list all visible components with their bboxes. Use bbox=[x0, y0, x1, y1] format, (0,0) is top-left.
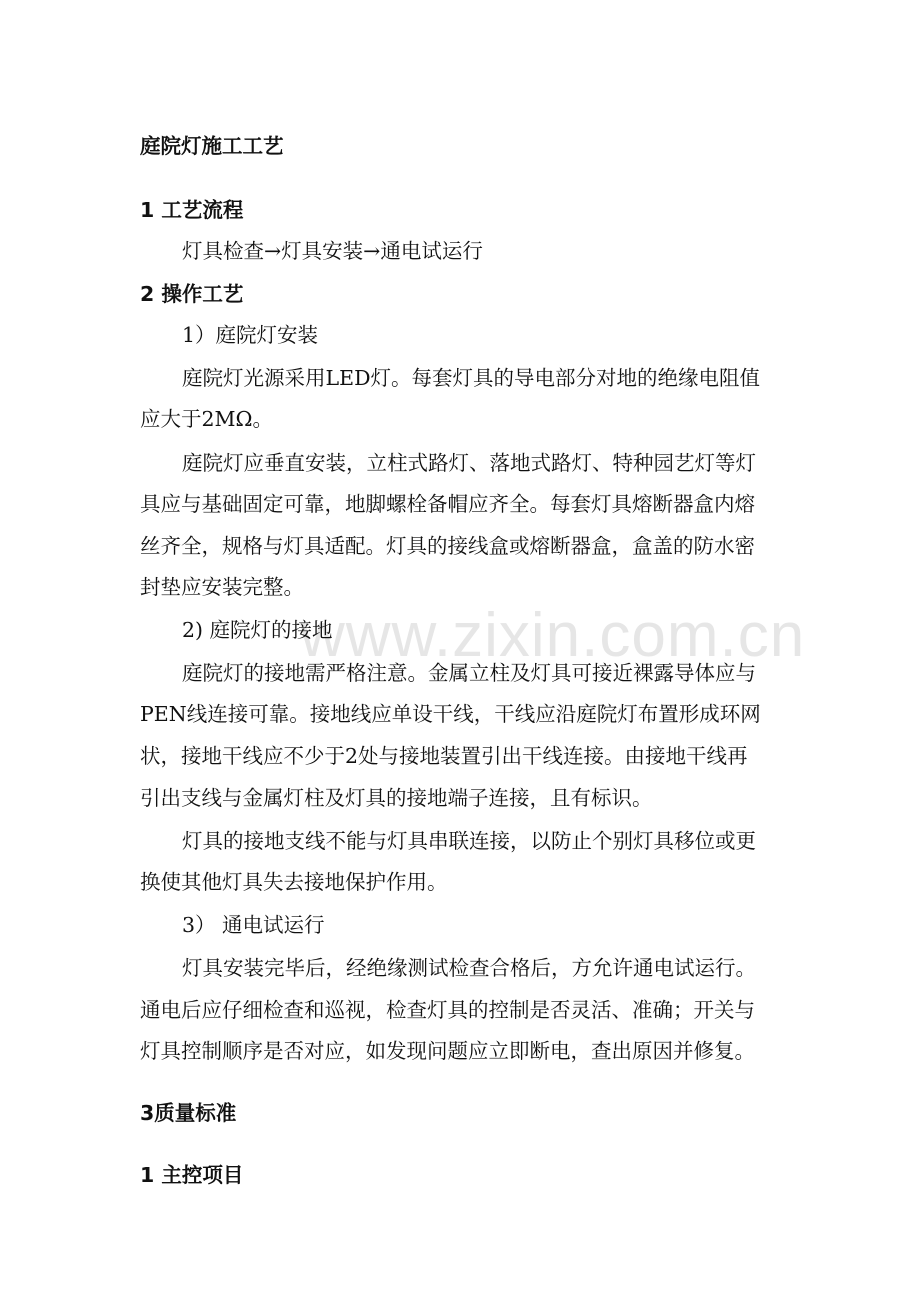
paragraph-line: 应大于2MΩ。 bbox=[140, 407, 274, 431]
paragraph-line: 状，接地干线应不少于2处与接地装置引出干线连接。由接地干线再 bbox=[140, 744, 748, 768]
paragraph-line: 灯具的接地支线不能与灯具串联连接，以防止个别灯具移位或更 bbox=[182, 829, 756, 853]
paragraph-line: 通电后应仔细检查和巡视，检查灯具的控制是否灵活、准确；开关与 bbox=[140, 998, 755, 1022]
section-2-heading: 2 操作工艺 bbox=[140, 282, 244, 306]
subsection-3-heading: 3） 通电试运行 bbox=[182, 913, 325, 937]
paragraph-line: 庭院灯应垂直安装，立柱式路灯、落地式路灯、特种园艺灯等灯 bbox=[182, 451, 756, 475]
section-1-heading: 1 工艺流程 bbox=[140, 198, 244, 222]
subsection-2-heading: 2) 庭院灯的接地 bbox=[182, 618, 333, 642]
process-flow-text: 灯具检查→灯具安装→通电试运行 bbox=[182, 239, 483, 263]
paragraph-line: 引出支线与金属灯柱及灯具的接地端子连接，且有标识。 bbox=[140, 786, 653, 810]
paragraph-line: PEN线连接可靠。接地线应单设干线，干线应沿庭院灯布置形成环网 bbox=[140, 702, 761, 726]
document-title: 庭院灯施工工艺 bbox=[140, 134, 284, 158]
paragraph-line: 灯具安装完毕后，经绝缘测试检查合格后，方允许通电试运行。 bbox=[182, 956, 756, 980]
paragraph-line: 换使其他灯具失去接地保护作用。 bbox=[140, 870, 448, 894]
subsection-1-heading: 1）庭院灯安装 bbox=[182, 323, 319, 347]
paragraph-line: 封垫应安装完整。 bbox=[140, 575, 304, 599]
paragraph-line: 庭院灯光源采用LED灯。每套灯具的导电部分对地的绝缘电阻值 bbox=[182, 366, 761, 390]
paragraph-line: 丝齐全，规格与灯具适配。灯具的接线盒或熔断器盒，盒盖的防水密 bbox=[140, 534, 755, 558]
section-3-heading: 3质量标准 bbox=[140, 1101, 237, 1125]
subsection-main-control-heading: 1 主控项目 bbox=[140, 1163, 244, 1187]
paragraph-line: 庭院灯的接地需严格注意。金属立柱及灯具可接近裸露导体应与 bbox=[182, 661, 756, 685]
paragraph-line: 灯具控制顺序是否对应，如发现问题应立即断电，查出原因并修复。 bbox=[140, 1039, 755, 1063]
paragraph-line: 具应与基础固定可靠，地脚螺栓备帽应齐全。每套灯具熔断器盒内熔 bbox=[140, 492, 755, 516]
watermark: www.zixin.com.cn bbox=[300, 601, 806, 670]
